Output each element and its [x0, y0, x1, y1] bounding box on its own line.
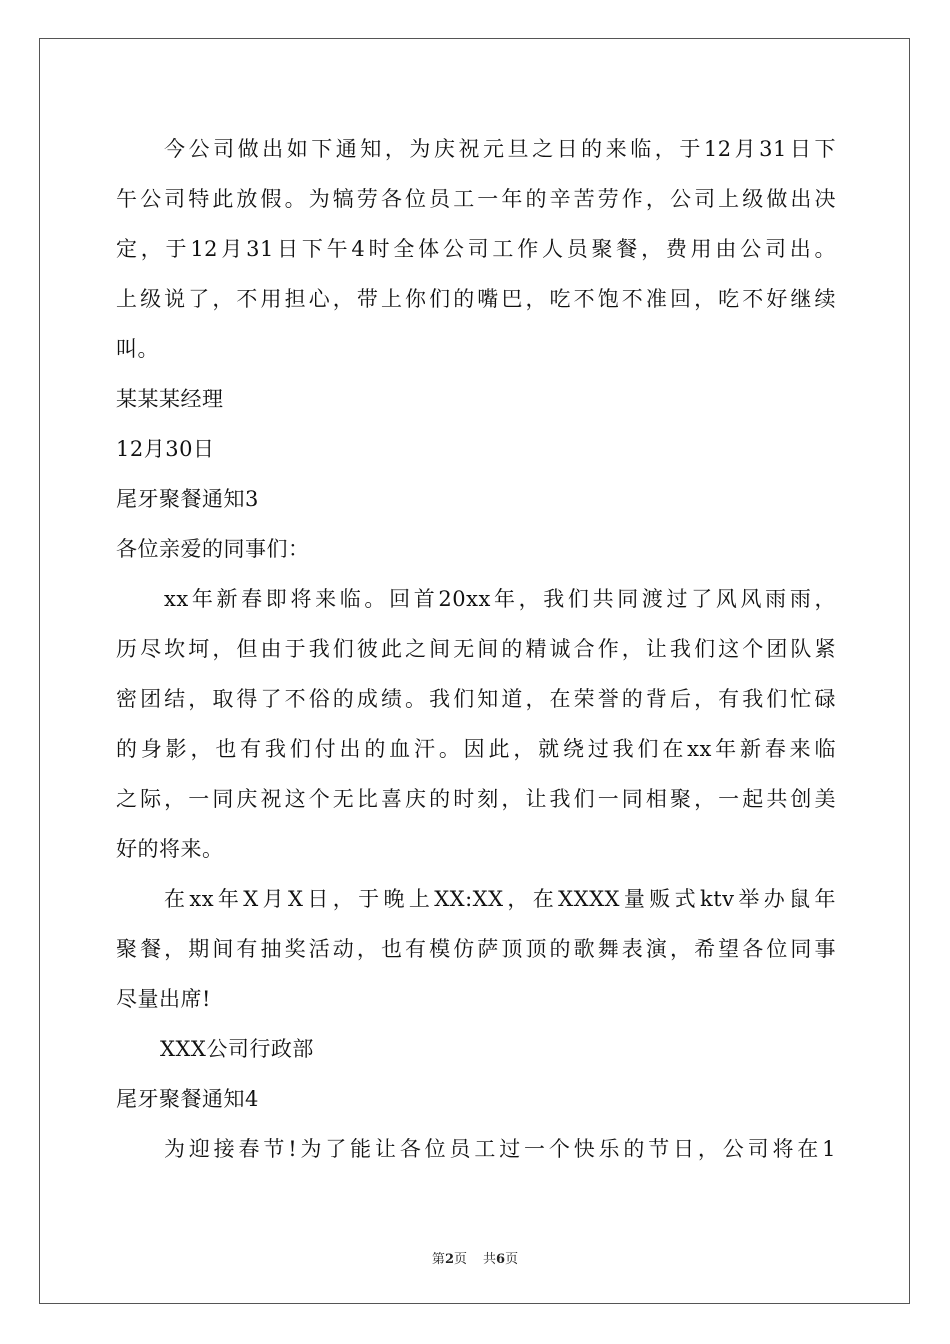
signature-date: 12月30日: [116, 437, 215, 461]
page-total-count: 6: [496, 1252, 506, 1267]
page-number-suffix: 页: [453, 1252, 467, 1267]
paragraph-line: 午公司特此放假。为犒劳各位员工一年的辛苦劳作，公司上级做出决: [116, 187, 836, 211]
paragraph-line: 密团结，取得了不俗的成绩。我们知道，在荣誉的背后，有我们忙碌: [116, 687, 836, 711]
paragraph-line: 今公司做出如下通知，为庆祝元旦之日的来临，于12月31日下: [164, 137, 836, 161]
paragraph-line: 叫。: [116, 337, 159, 361]
page-footer: [0, 1248, 950, 1267]
paragraph-line: 在xx年X月X日，于晚上XX:XX，在XXXX量贩式ktv举办鼠年: [164, 887, 836, 911]
paragraph-line: 之际，一同庆祝这个无比喜庆的时刻，让我们一同相聚，一起共创美: [116, 787, 836, 811]
paragraph-line: 定，于12月31日下午4时全体公司工作人员聚餐，费用由公司出。: [116, 237, 836, 261]
page-total-suffix: 页: [505, 1252, 519, 1267]
document-body: [116, 124, 836, 1174]
paragraph-line: 的身影，也有我们付出的血汗。因此，就绕过我们在xx年新春来临: [116, 737, 836, 761]
paragraph-line: 上级说了，不用担心，带上你们的嘴巴，吃不饱不准回，吃不好继续: [116, 287, 836, 311]
section-heading: 尾牙聚餐通知4: [116, 1087, 259, 1111]
paragraph-line: 聚餐，期间有抽奖活动，也有模仿萨顶顶的歌舞表演，希望各位同事: [116, 937, 836, 961]
paragraph-line: xx年新春即将来临。回首20xx年，我们共同渡过了风风雨雨，: [164, 587, 836, 611]
page-number-current: 2: [444, 1252, 454, 1267]
signature-name: 某某某经理: [116, 387, 224, 411]
paragraph-line: 为迎接春节!为了能让各位员工过一个快乐的节日，公司将在1: [164, 1137, 836, 1161]
paragraph-line: 历尽坎坷，但由于我们彼此之间无间的精诚合作，让我们这个团队紧: [116, 637, 836, 661]
signature-department: XXX公司行政部: [160, 1037, 314, 1061]
salutation: 各位亲爱的同事们：: [116, 537, 310, 561]
page-number-prefix: 第: [431, 1252, 445, 1267]
paragraph-line: 尽量出席!: [116, 987, 211, 1011]
page-total-prefix: 共: [483, 1252, 497, 1267]
section-heading: 尾牙聚餐通知3: [116, 487, 259, 511]
paragraph-line: 好的将来。: [116, 837, 224, 861]
